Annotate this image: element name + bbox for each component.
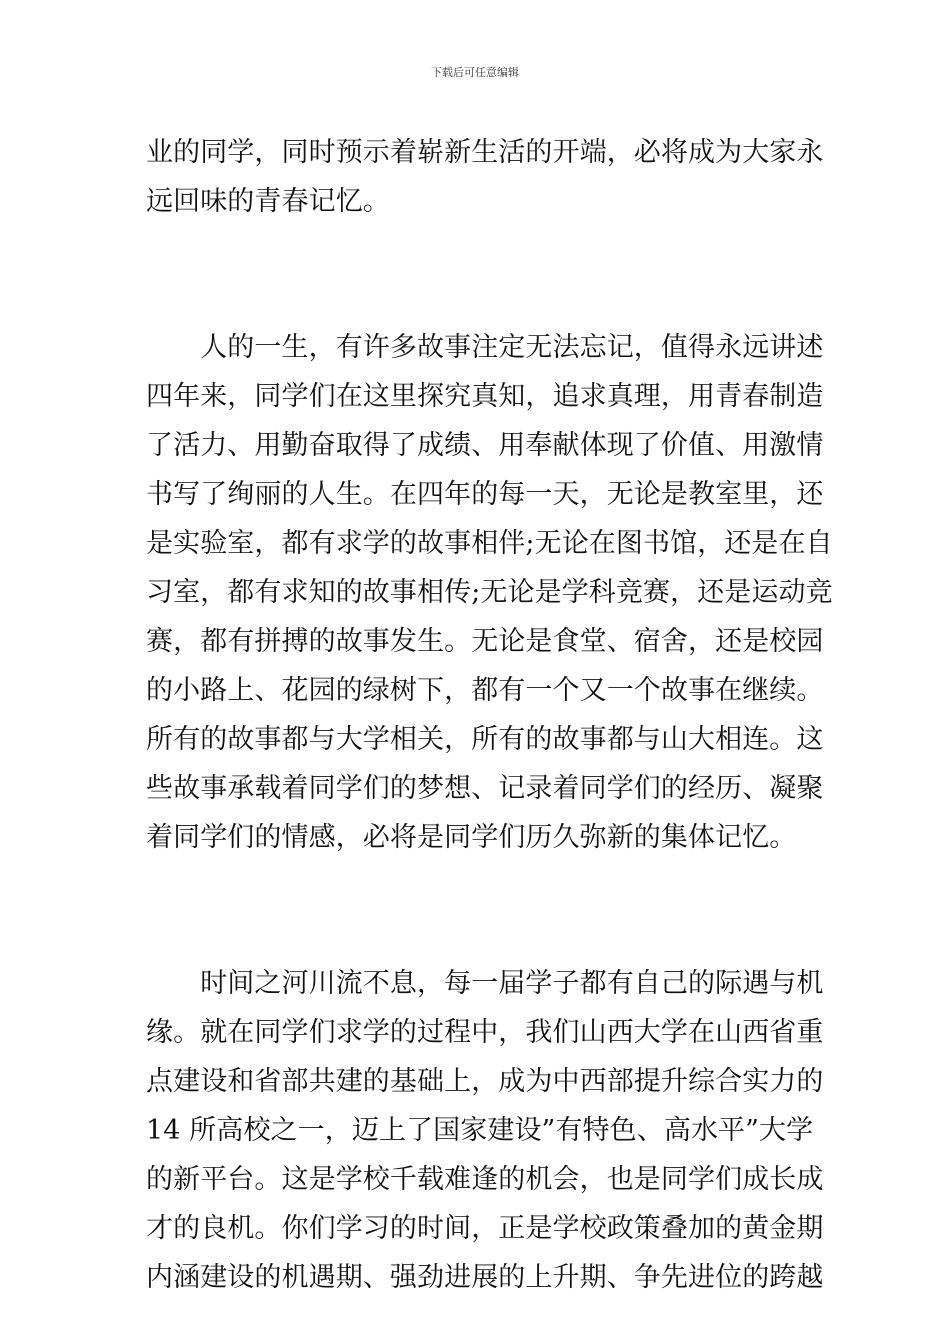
text-line: 书写了绚丽的人生。在四年的每一天，无论是教室里，还 [146,479,824,510]
text-line: 才的良机。你们学习的时间，正是学校政策叠加的黄金期 [146,1213,824,1244]
text-line: 的小路上、花园的绿树下，都有一个又一个故事在继续。 [146,675,824,706]
text-line: 点建设和省部共建的基础上，成为中西部提升综合实力的 [146,1066,824,1097]
text-line: 习室，都有求知的故事相传;无论是学科竞赛，还是运动竞 [146,577,833,608]
document-body [146,128,833,1302]
paragraph-spacing [146,226,816,323]
text-line: 业的同学，同时预示着崭新生活的开端，必将成为大家永 [146,137,824,168]
text-line: 14 所高校之一，迈上了国家建设”有特色、高水平”大学 [146,1115,814,1146]
text-line: 远回味的青春记忆。 [146,186,390,217]
paragraph-spacing [146,862,816,959]
page-header: 下载后可任意编辑 [431,66,519,79]
text-line: 着同学们的情感，必将是同学们历久弥新的集体记忆。 [146,822,797,853]
text-line: 时间之河川流不息，每一届学子都有自己的际遇与机 [146,968,824,999]
text-line: 内涵建设的机遇期、强劲进展的上升期、争先进位的跨越 [146,1262,824,1293]
text-line: 所有的故事都与大学相关，所有的故事都与山大相连。这 [146,724,824,755]
text-line: 些故事承载着同学们的梦想、记录着同学们的经历、凝聚 [146,773,824,804]
paragraph-1 [146,128,824,226]
text-line: 缘。就在同学们求学的过程中，我们山西大学在山西省重 [146,1017,824,1048]
text-line: 赛，都有拼搏的故事发生。无论是食堂、宿舍，还是校园 [146,626,824,657]
paragraph-2 [146,323,833,862]
text-line: 的新平台。这是学校千载难逢的机会，也是同学们成长成 [146,1164,824,1195]
text-line: 是实验室，都有求学的故事相伴;无论在图书馆，还是在自 [146,528,833,559]
text-line: 人的一生，有许多故事注定无法忘记，值得永远讲述 [146,332,824,363]
paragraph-3 [146,959,824,1302]
text-line: 四年来，同学们在这里探究真知，追求真理，用青春制造 [146,381,824,412]
text-line: 了活力、用勤奋取得了成绩、用奉献体现了价值、用激情 [146,430,824,461]
